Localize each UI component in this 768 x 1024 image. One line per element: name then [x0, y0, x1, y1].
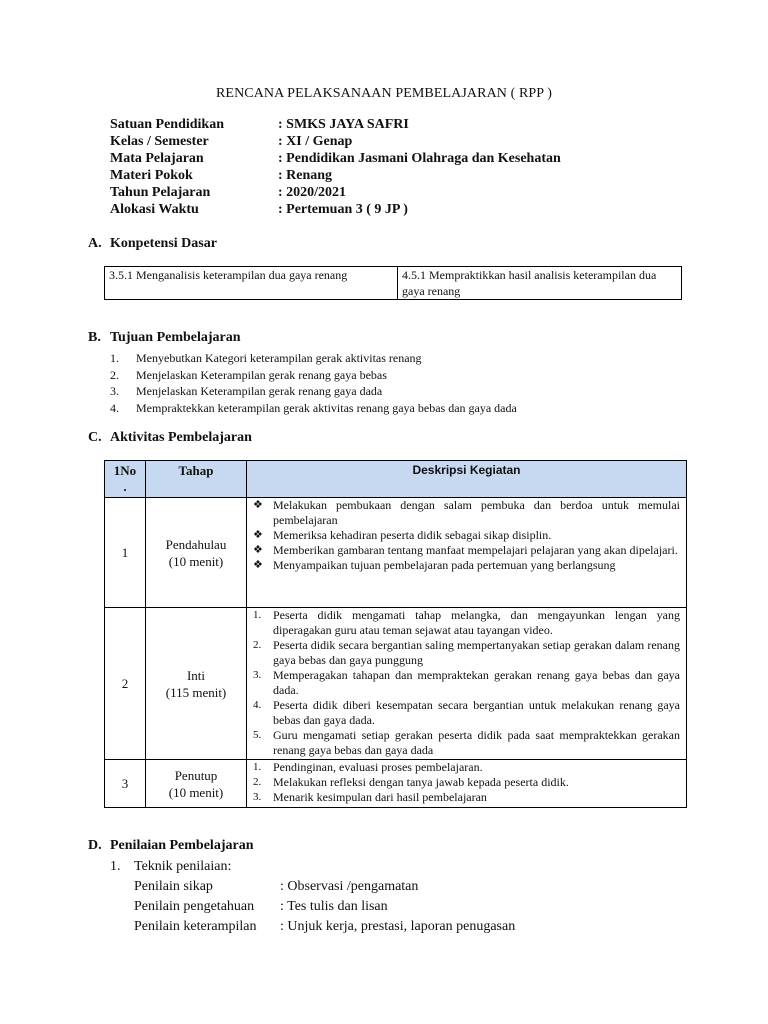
item-number: 4. — [253, 699, 262, 711]
list-item — [253, 498, 680, 528]
item-text: Memperagakan tahapan dan mempraktekan gerakan renang gaya bebas dan gaya dada. — [273, 668, 680, 697]
section-letter: B. — [88, 330, 101, 345]
item-text: Memeriksa kehadiran peserta didik sebagai sikap disiplin. — [273, 528, 552, 542]
diamond-bullet-icon: ❖ — [253, 559, 263, 571]
item-number: 2. — [110, 367, 119, 382]
activity-list — [253, 498, 680, 573]
section-d-heading — [88, 838, 254, 854]
item-number: 3. — [110, 384, 119, 398]
kd-cell-knowledge: 3.5.1 Menganalisis keterampilan dua gaya renang — [105, 267, 398, 300]
stage-duration: (115 menit) — [165, 684, 227, 700]
item-number: 1. — [253, 761, 262, 773]
identity-table — [110, 116, 561, 218]
kd-cell-skill: 4.5.1 Mempraktikkan hasil analisis keterampilan dua gaya renang — [398, 267, 682, 300]
item-text: Menjelaskan Keterampilan gerak renang gaya bebas — [136, 367, 387, 382]
table-row — [105, 498, 687, 608]
section-b-heading — [88, 330, 241, 346]
list-item — [253, 608, 680, 638]
list-item — [253, 760, 680, 775]
item-text: Melakukan refleksi dengan tanya jawab kepada peserta didik. — [273, 775, 569, 789]
list-item — [253, 790, 680, 805]
list-item — [110, 400, 517, 417]
list-item — [253, 543, 680, 558]
header-deskripsi: Deskripsi Kegiatan — [247, 461, 687, 498]
row-number: 3 — [105, 760, 146, 808]
identity-label: Alokasi Waktu — [110, 202, 199, 217]
diamond-bullet-icon: ❖ — [253, 529, 263, 541]
assessment-list — [110, 857, 515, 937]
list-item — [253, 638, 680, 668]
item-number: 4. — [110, 400, 119, 415]
activity-list — [253, 608, 680, 758]
item-text: Peserta didik secara bergantian saling mempertanyakan setiap gerakan dalam renang gaya bebas dan gaya punggung — [273, 638, 680, 667]
assessment-subheading — [110, 857, 515, 877]
identity-row — [110, 167, 561, 184]
identity-label: Satuan Pendidikan — [110, 117, 224, 132]
item-text: Teknik penilaian: — [134, 859, 232, 874]
item-number: 1. — [110, 859, 121, 874]
section-letter: C. — [88, 430, 102, 445]
list-item — [110, 367, 517, 384]
kompetensi-dasar-table — [104, 266, 682, 300]
identity-value: : Pendidikan Jasmani Olahraga dan Kesehatan — [278, 151, 561, 166]
item-text: Menyebutkan Kategori keterampilan gerak aktivitas renang — [136, 351, 422, 365]
item-text: Menjelaskan Keterampilan gerak renang gaya dada — [136, 384, 383, 398]
list-item — [253, 668, 680, 698]
identity-label: Tahun Pelajaran — [110, 185, 211, 200]
section-title: Aktivitas Pembelajaran — [110, 430, 252, 445]
row-number: 1 — [105, 498, 146, 608]
list-item — [253, 558, 680, 573]
assessment-method: : Observasi /pengamatan — [280, 879, 419, 894]
list-item — [110, 350, 517, 367]
identity-row — [110, 184, 561, 201]
header-no-dot: . — [123, 479, 127, 494]
table-row — [105, 760, 687, 808]
identity-row — [110, 116, 561, 133]
item-text: Peserta didik mengamati tahap melangka, dan mengayunkan lengan yang diperagakan guru atau teman sejawat atau tayangan video. — [273, 608, 680, 637]
item-number: 1. — [110, 351, 119, 365]
document-title: RENCANA PELAKSANAAN PEMBELAJARAN ( RPP ) — [215, 86, 552, 101]
stage-name: Pendahulau — [165, 536, 227, 552]
row-description — [247, 760, 687, 808]
list-item — [253, 528, 680, 543]
row-stage — [146, 498, 247, 608]
diamond-bullet-icon: ❖ — [253, 544, 263, 556]
assessment-method: : Unjuk kerja, prestasi, laporan penugasan — [280, 919, 516, 934]
item-text: Menyampaikan tujuan pembelajaran pada pertemuan yang berlangsung — [273, 558, 616, 572]
identity-value: : SMKS JAYA SAFRI — [278, 117, 409, 132]
learning-objectives-list — [110, 350, 517, 416]
table-header-row — [105, 461, 687, 498]
section-title: Konpetensi Dasar — [110, 236, 217, 251]
table-row — [105, 608, 687, 760]
assessment-type: Penilain sikap — [134, 879, 213, 894]
item-text: Menarik kesimpulan dari hasil pembelajaran — [273, 790, 487, 804]
identity-row — [110, 150, 561, 167]
section-letter: A. — [88, 236, 102, 251]
item-number: 3. — [253, 791, 262, 803]
item-text: Guru mengamati setiap gerakan peserta didik pada saat mempraktekkan gerakan renang gaya bebas dan gaya dada — [273, 728, 680, 757]
row-number: 2 — [105, 608, 146, 760]
header-tahap: Tahap — [146, 461, 247, 498]
item-text: Pendinginan, evaluasi proses pembelajaran. — [273, 760, 483, 774]
item-text: Peserta didik diberi kesempatan secara bergantian untuk melakukan renang gaya bebas dan gaya dada. — [273, 698, 680, 727]
identity-row — [110, 201, 561, 218]
identity-label: Materi Pokok — [110, 168, 193, 183]
row-description — [247, 498, 687, 608]
item-number: 5. — [253, 729, 262, 741]
identity-label: Kelas / Semester — [110, 134, 209, 149]
list-item — [110, 383, 517, 400]
list-item — [253, 698, 680, 728]
assessment-row — [110, 877, 515, 897]
assessment-row — [110, 897, 515, 917]
identity-value: : XI / Genap — [278, 134, 353, 149]
row-stage — [146, 608, 247, 760]
stage-name: Inti — [186, 667, 206, 683]
diamond-bullet-icon: ❖ — [253, 499, 263, 511]
identity-label: Mata Pelajaran — [110, 151, 204, 166]
activity-list — [253, 760, 680, 805]
identity-value: : 2020/2021 — [278, 185, 347, 200]
stage-name: Penutup — [174, 767, 218, 783]
activities-table — [104, 460, 687, 808]
assessment-type: Penilain pengetahuan — [134, 899, 255, 914]
identity-value: : Pertemuan 3 ( 9 JP ) — [278, 202, 408, 217]
identity-row — [110, 133, 561, 150]
row-stage — [146, 760, 247, 808]
row-description — [247, 608, 687, 760]
item-text: Mempraktekkan keterampilan gerak aktivitas renang gaya bebas dan gaya dada — [136, 400, 517, 415]
item-number: 2. — [253, 776, 262, 788]
assessment-row — [110, 917, 515, 937]
section-title: Penilaian Pembelajaran — [110, 838, 254, 853]
item-number: 2. — [253, 639, 262, 651]
section-a-heading — [88, 236, 217, 252]
assessment-type: Penilain keterampilan — [134, 919, 257, 934]
identity-value: : Renang — [278, 168, 333, 183]
item-text: Melakukan pembukaan dengan salam pembuka dan berdoa untuk memulai pembelajaran — [273, 498, 680, 527]
list-item — [253, 728, 680, 758]
header-no-label: 1No — [113, 463, 137, 478]
section-letter: D. — [88, 838, 102, 853]
item-number: 3. — [253, 669, 262, 681]
list-item — [253, 775, 680, 790]
item-text: Memberikan gambaran tentang manfaat mempelajari pelajaran yang akan dipelajari. — [273, 543, 678, 557]
stage-duration: (10 menit) — [168, 553, 224, 569]
item-number: 1. — [253, 609, 262, 621]
stage-duration: (10 menit) — [168, 784, 224, 800]
section-title: Tujuan Pembelajaran — [110, 330, 241, 345]
header-no — [105, 461, 146, 498]
section-c-heading — [88, 430, 252, 446]
assessment-method: : Tes tulis dan lisan — [280, 899, 388, 914]
